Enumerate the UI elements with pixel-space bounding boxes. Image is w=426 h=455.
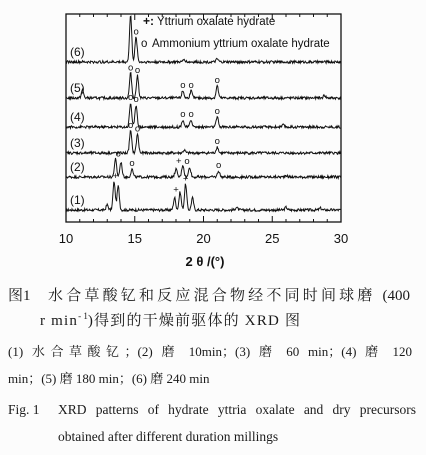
peak-marker-plus: +: [175, 155, 182, 167]
x-axis-label: 2 θ /(°): [185, 254, 225, 269]
peak-marker-circle: o: [133, 26, 139, 38]
peak-marker-circle: o: [180, 109, 186, 121]
legend: [141, 14, 330, 50]
caption-en-line1: XRD patterns of hydrate yttria oxalate and dry precursors: [58, 402, 416, 417]
series-label: (5): [70, 81, 85, 95]
legend-label-ammonium-yttrium-oxalate-hydrate: Ammonium yttrium oxalate hydrate: [152, 38, 330, 50]
series-line-3: [66, 131, 341, 155]
series-label: (1): [70, 193, 85, 207]
caption-zh-line2-exponent: - 1: [78, 312, 88, 321]
series-line-2: [66, 155, 341, 178]
peak-marker-circle: o: [214, 106, 220, 118]
caption-zh-label: 图1: [8, 288, 31, 304]
series-line-5: [66, 73, 341, 100]
legend-symbol-circle: o: [141, 38, 148, 50]
series-label: (6): [70, 45, 85, 59]
peak-marker-circle: o: [188, 80, 194, 92]
legend-symbol-plus: +:: [143, 14, 155, 28]
peak-marker-plus: +: [112, 170, 119, 182]
peak-marker-plus: +: [173, 184, 179, 196]
series-label: (4): [70, 110, 85, 124]
peak-marker-circle: o: [133, 94, 139, 106]
peak-marker-circle: o: [214, 135, 220, 147]
peak-marker-circle: o: [184, 155, 190, 167]
peak-marker-circle: o: [214, 74, 220, 86]
peak-marker-circle: o: [134, 65, 141, 77]
series-label: (2): [70, 160, 85, 174]
caption-zh-items-line2: min；(5) 磨 180 min；(6) 磨 240 min: [8, 371, 210, 386]
caption-zh-line2-text: )得到的干燥前驱体的 XRD 图: [87, 313, 302, 329]
caption-en-label: Fig. 1: [8, 402, 40, 417]
series-line-1: [66, 182, 341, 212]
series-line-4: [66, 104, 341, 128]
legend-label-yttrium-oxalate-hydrate: Yttrium oxalate hydrate: [157, 16, 276, 28]
x-tick-label: 25: [265, 231, 280, 246]
x-tick-labels: [59, 231, 348, 246]
peak-marker-circle: o: [115, 148, 121, 160]
peak-marker-circle: o: [127, 62, 134, 74]
peak-marker-circle: o: [215, 159, 222, 171]
peak-marker-circle: o: [127, 92, 134, 104]
caption-zh-line2-unit: r min: [40, 313, 79, 329]
peak-marker-circle: o: [134, 123, 141, 135]
series-label: (3): [70, 136, 85, 150]
x-tick-label: 15: [127, 231, 142, 246]
x-tick-label: 20: [196, 231, 211, 246]
peak-marker-plus: +: [182, 173, 189, 185]
caption-zh-items-line1: (1) 水合草酸钇；(2) 磨 10min；(3) 磨 60 min；(4) 磨 120: [8, 344, 412, 359]
x-tick-label: 10: [58, 231, 74, 246]
peak-marker-circle: o: [129, 158, 135, 170]
peak-marker-circle: o: [180, 80, 186, 92]
x-tick-label: 30: [333, 231, 349, 246]
peak-marker-circle: o: [188, 109, 194, 121]
caption-zh-line1: 水合草酸钇和反应混合物经不同时间球磨 (400: [48, 288, 410, 304]
peak-marker-circle: o: [127, 120, 134, 132]
caption-zh-line2: [40, 312, 301, 330]
caption-en-line2: obtained after different duration millings: [58, 429, 279, 444]
